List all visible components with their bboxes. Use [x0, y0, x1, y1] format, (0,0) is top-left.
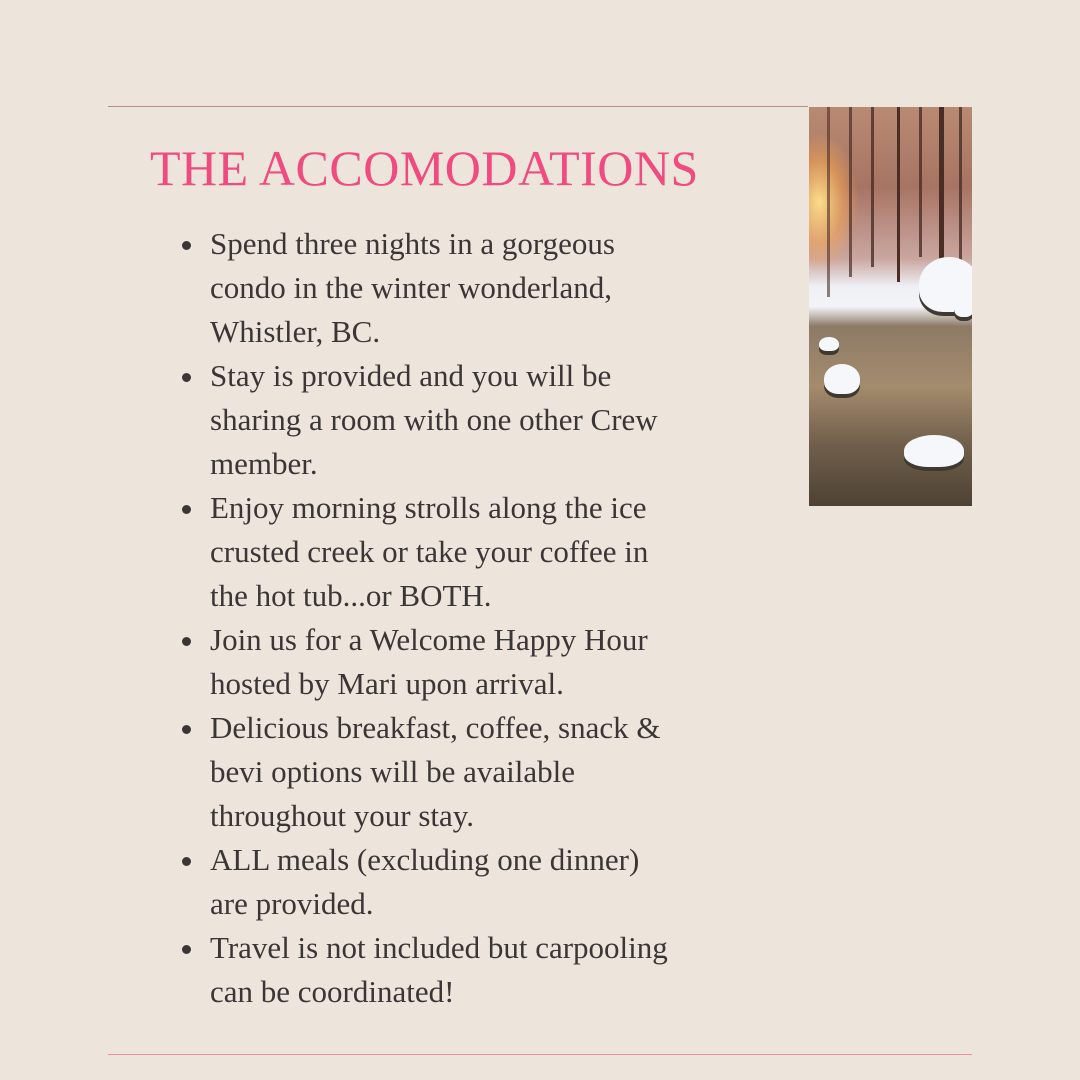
winter-creek-photo [809, 107, 972, 506]
list-item [210, 926, 790, 1014]
list-item-text: Whistler, BC. [210, 314, 381, 349]
list-item [210, 838, 790, 926]
list-item-text: condo in the winter wonderland, [210, 270, 613, 305]
list-item [210, 486, 790, 618]
list-item [210, 618, 790, 706]
list-item [210, 706, 790, 838]
list-item-text: Travel is not included but carpooling [210, 930, 668, 965]
list-item-text: Stay is provided and you will be [210, 358, 612, 393]
page-title: THE ACCOMODATIONS [150, 140, 699, 196]
bullet-icon [182, 725, 191, 734]
bullet-icon [182, 857, 191, 866]
bullet-icon [182, 505, 191, 514]
list-item-text: Delicious breakfast, coffee, snack & [210, 710, 661, 745]
bottom-divider [108, 1054, 972, 1055]
list-item-text: sharing a room with one other Crew [210, 402, 658, 437]
top-divider [108, 106, 808, 107]
list-item-text: are provided. [210, 886, 374, 921]
list-item-text: hosted by Mari upon arrival. [210, 666, 564, 701]
list-item-text: bevi options will be available [210, 754, 576, 789]
list-item-text: can be coordinated! [210, 974, 455, 1009]
bullet-icon [182, 637, 191, 646]
list-item-text: the hot tub...or BOTH. [210, 578, 492, 613]
list-item-text: Spend three nights in a gorgeous [210, 226, 615, 261]
list-item-text: ALL meals (excluding one dinner) [210, 842, 640, 877]
list-item-text: member. [210, 446, 318, 481]
list-item [210, 222, 790, 354]
list-item-text: throughout your stay. [210, 798, 475, 833]
bullet-icon [182, 373, 191, 382]
bullet-icon [182, 945, 191, 954]
list-item-text: crusted creek or take your coffee in [210, 534, 649, 569]
bullet-icon [182, 241, 191, 250]
list-item-text: Join us for a Welcome Happy Hour [210, 622, 648, 657]
list-item [210, 354, 790, 486]
accommodation-list [210, 222, 790, 1014]
list-item-text: Enjoy morning strolls along the ice [210, 490, 647, 525]
